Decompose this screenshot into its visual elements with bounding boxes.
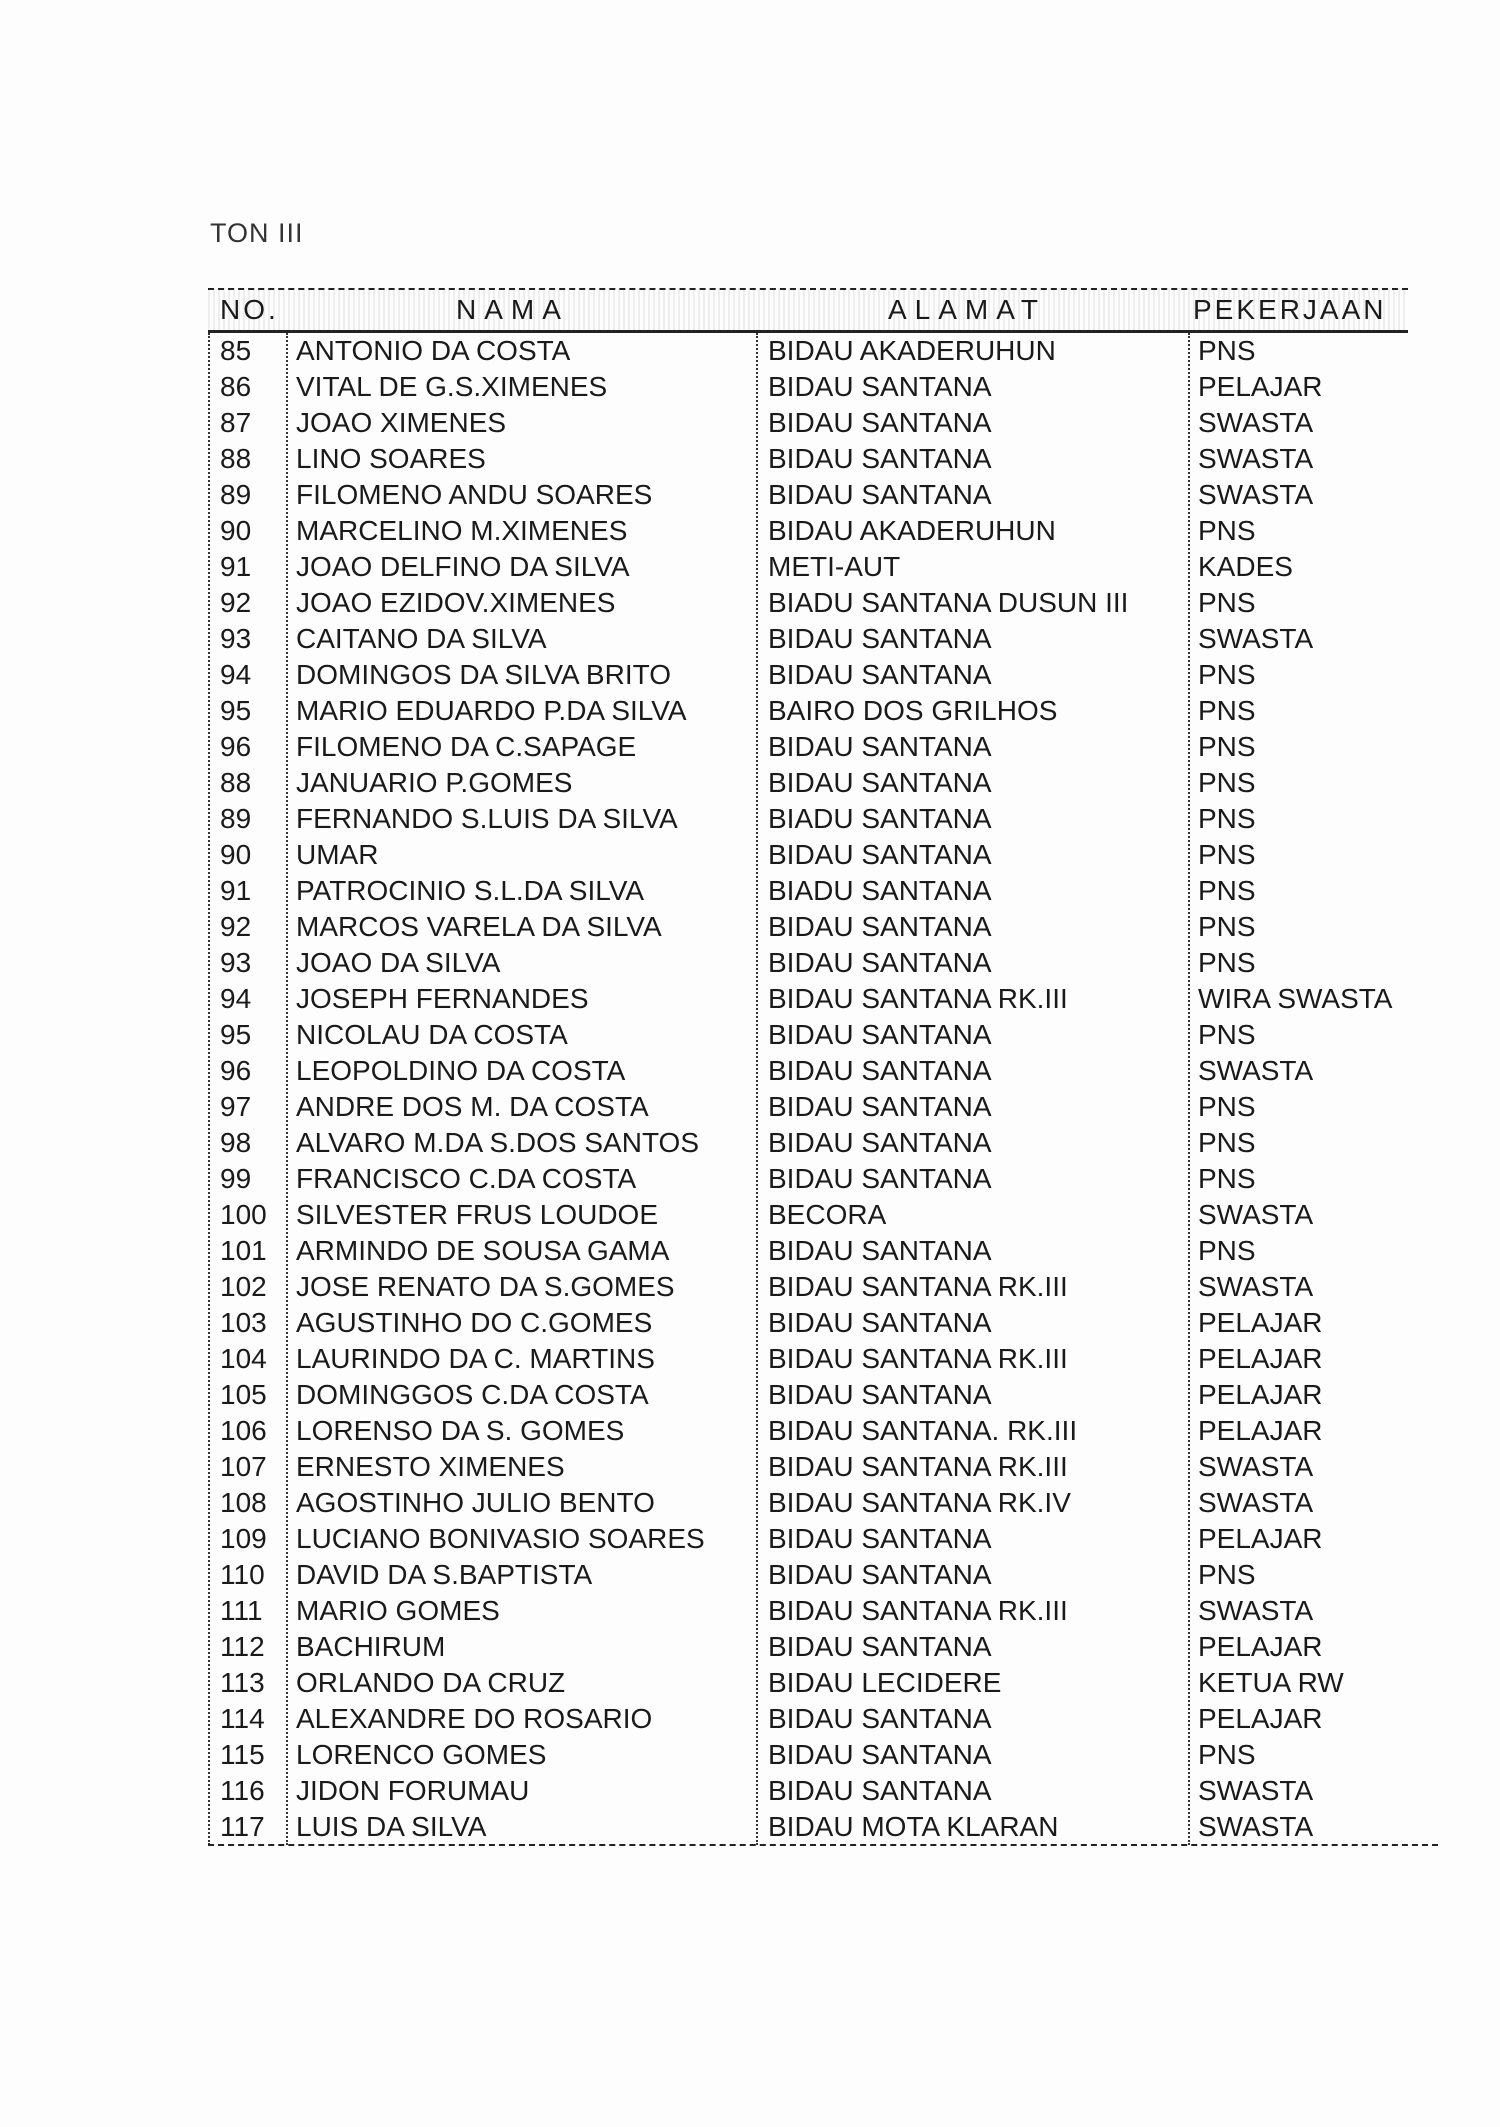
table-row (208, 1737, 1408, 1773)
row-nama: ANTONIO DA COSTA (296, 335, 571, 366)
row-alamat: BIDAU SANTANA (768, 1163, 992, 1194)
row-no: 109 (220, 1523, 267, 1554)
row-alamat: BIDAU SANTANA RK.III (768, 1271, 1068, 1302)
row-pekerjaan: PELAJAR (1198, 1703, 1323, 1734)
row-pekerjaan: PNS (1198, 1739, 1256, 1770)
row-no: 97 (220, 1091, 252, 1122)
row-alamat: BIDAU AKADERUHUN (768, 515, 1056, 546)
row-alamat: BIADU SANTANA DUSUN III (768, 587, 1129, 618)
row-pekerjaan: PELAJAR (1198, 1307, 1323, 1338)
row-no: 114 (220, 1703, 265, 1734)
row-no: 103 (220, 1307, 267, 1338)
row-nama: JOAO EZIDOV.XIMENES (296, 587, 616, 618)
row-no: 106 (220, 1415, 267, 1446)
table-row (208, 585, 1408, 621)
row-alamat: BIDAU LECIDERE (768, 1667, 1002, 1698)
row-no: 96 (220, 731, 252, 762)
row-nama: JOAO DELFINO DA SILVA (296, 551, 630, 582)
row-nama: DOMINGGOS C.DA COSTA (296, 1379, 649, 1410)
table-row (208, 1449, 1408, 1485)
row-pekerjaan: SWASTA (1198, 1595, 1314, 1626)
row-nama: SILVESTER FRUS LOUDOE (296, 1199, 659, 1230)
row-no: 116 (220, 1775, 265, 1806)
table-row (208, 441, 1408, 477)
row-alamat: BAIRO DOS GRILHOS (768, 695, 1058, 726)
residents-table (208, 288, 1408, 1845)
row-nama: AGUSTINHO DO C.GOMES (296, 1307, 653, 1338)
table-row (208, 1089, 1408, 1125)
row-pekerjaan: SWASTA (1198, 623, 1314, 654)
row-pekerjaan: PNS (1198, 587, 1256, 618)
row-nama: DAVID DA S.BAPTISTA (296, 1559, 593, 1590)
row-pekerjaan: PNS (1198, 515, 1256, 546)
row-no: 86 (220, 371, 252, 402)
table-row (208, 477, 1408, 513)
row-nama: LINO SOARES (296, 443, 486, 474)
row-nama: LUIS DA SILVA (296, 1811, 487, 1842)
row-nama: LAURINDO DA C. MARTINS (296, 1343, 655, 1374)
row-pekerjaan: PNS (1198, 1163, 1256, 1194)
row-pekerjaan: PELAJAR (1198, 1523, 1323, 1554)
row-nama: LUCIANO BONIVASIO SOARES (296, 1523, 705, 1554)
row-pekerjaan: PNS (1198, 695, 1256, 726)
row-pekerjaan: PNS (1198, 875, 1256, 906)
row-pekerjaan: SWASTA (1198, 443, 1314, 474)
table-row (208, 1593, 1408, 1629)
row-no: 88 (220, 443, 252, 474)
row-no: 93 (220, 947, 252, 978)
row-no: 104 (220, 1343, 267, 1374)
row-alamat: BIDAU SANTANA (768, 1739, 992, 1770)
row-no: 93 (220, 623, 252, 654)
row-no: 90 (220, 515, 252, 546)
row-alamat: BIDAU SANTANA (768, 1091, 992, 1122)
row-no: 98 (220, 1127, 252, 1158)
table-row (208, 621, 1408, 657)
row-nama: VITAL DE G.S.XIMENES (296, 371, 608, 402)
row-nama: MARCELINO M.XIMENES (296, 515, 628, 546)
row-alamat: BIDAU SANTANA (768, 407, 992, 438)
row-pekerjaan: KETUA RW (1198, 1667, 1344, 1698)
header-nama: NAMA (456, 294, 569, 325)
row-alamat: BIDAU SANTANA (768, 1127, 992, 1158)
row-no: 117 (220, 1811, 265, 1842)
row-no: 101 (220, 1235, 267, 1266)
row-alamat: BIDAU SANTANA (768, 659, 992, 690)
row-alamat: BIDAU SANTANA RK.III (768, 983, 1068, 1014)
row-pekerjaan: PELAJAR (1198, 1631, 1323, 1662)
table-header (208, 288, 1408, 333)
row-pekerjaan: PELAJAR (1198, 1343, 1323, 1374)
header-no: NO. (220, 294, 279, 325)
table-row (208, 1233, 1408, 1269)
row-nama: ORLANDO DA CRUZ (296, 1667, 566, 1698)
row-alamat: BIDAU SANTANA (768, 479, 992, 510)
row-alamat: BIDAU SANTANA (768, 947, 992, 978)
table-row (208, 1629, 1408, 1665)
row-alamat: BIDAU SANTANA (768, 1055, 992, 1086)
row-pekerjaan: KADES (1198, 551, 1293, 582)
table-row (208, 765, 1408, 801)
row-pekerjaan: WIRA SWASTA (1198, 983, 1393, 1014)
table-row (208, 1161, 1408, 1197)
row-nama: MARIO GOMES (296, 1595, 500, 1626)
table-row (208, 1521, 1408, 1557)
row-nama: JOAO DA SILVA (296, 947, 501, 978)
table-row (208, 1341, 1408, 1377)
row-nama: JIDON FORUMAU (296, 1775, 530, 1806)
row-alamat: BIADU SANTANA (768, 803, 992, 834)
row-no: 108 (220, 1487, 267, 1518)
row-nama: DOMINGOS DA SILVA BRITO (296, 659, 671, 690)
row-alamat: BIDAU SANTANA (768, 1523, 992, 1554)
table-row (208, 801, 1408, 837)
row-nama: JANUARIO P.GOMES (296, 767, 573, 798)
table-row (208, 945, 1408, 981)
row-pekerjaan: SWASTA (1198, 407, 1314, 438)
table-row (208, 405, 1408, 441)
header-alamat: ALAMAT (888, 294, 1046, 325)
table-row (208, 1017, 1408, 1053)
row-pekerjaan: PNS (1198, 731, 1256, 762)
table-bottom-border (208, 1844, 1438, 1846)
row-no: 111 (220, 1595, 263, 1626)
row-alamat: BIDAU SANTANA (768, 1019, 992, 1050)
row-nama: MARCOS VARELA DA SILVA (296, 911, 662, 942)
row-pekerjaan: SWASTA (1198, 1199, 1314, 1230)
row-no: 96 (220, 1055, 252, 1086)
row-nama: JOSE RENATO DA S.GOMES (296, 1271, 675, 1302)
table-row (208, 513, 1408, 549)
table-row (208, 981, 1408, 1017)
row-nama: ERNESTO XIMENES (296, 1451, 565, 1482)
row-pekerjaan: PNS (1198, 659, 1256, 690)
table-row (208, 837, 1408, 873)
row-alamat: BIDAU SANTANA (768, 911, 992, 942)
row-alamat: BIDAU SANTANA (768, 623, 992, 654)
table-row (208, 1557, 1408, 1593)
row-no: 113 (220, 1667, 265, 1698)
table-row (208, 1485, 1408, 1521)
row-no: 92 (220, 911, 252, 942)
row-nama: LORENSO DA S. GOMES (296, 1415, 625, 1446)
row-no: 115 (220, 1739, 265, 1770)
row-nama: CAITANO DA SILVA (296, 623, 547, 654)
table-row (208, 909, 1408, 945)
row-nama: JOSEPH FERNANDES (296, 983, 589, 1014)
row-no: 94 (220, 983, 252, 1014)
table-row (208, 693, 1408, 729)
row-pekerjaan: SWASTA (1198, 1271, 1314, 1302)
row-nama: AGOSTINHO JULIO BENTO (296, 1487, 655, 1518)
row-pekerjaan: SWASTA (1198, 1055, 1314, 1086)
row-no: 100 (220, 1199, 267, 1230)
table-row (208, 1305, 1408, 1341)
table-body (208, 333, 1408, 1845)
header-pekerjaan: PEKERJAAN (1193, 294, 1387, 325)
row-pekerjaan: SWASTA (1198, 1487, 1314, 1518)
row-no: 105 (220, 1379, 267, 1410)
row-nama: NICOLAU DA COSTA (296, 1019, 568, 1050)
row-pekerjaan: PNS (1198, 767, 1256, 798)
table-row (208, 369, 1408, 405)
row-pekerjaan: PNS (1198, 839, 1256, 870)
row-no: 91 (220, 551, 252, 582)
row-alamat: BIDAU SANTANA (768, 1703, 992, 1734)
row-nama: PATROCINIO S.L.DA SILVA (296, 875, 645, 906)
row-no: 88 (220, 767, 252, 798)
top-label: TON III (210, 218, 304, 248)
row-alamat: BIDAU SANTANA (768, 1775, 992, 1806)
row-pekerjaan: SWASTA (1198, 1811, 1314, 1842)
row-pekerjaan: SWASTA (1198, 1451, 1314, 1482)
row-pekerjaan: PNS (1198, 1235, 1256, 1266)
row-nama: BACHIRUM (296, 1631, 446, 1662)
row-no: 95 (220, 1019, 252, 1050)
row-alamat: BIDAU AKADERUHUN (768, 335, 1056, 366)
row-pekerjaan: PNS (1198, 1127, 1256, 1158)
row-nama: ALVARO M.DA S.DOS SANTOS (296, 1127, 699, 1158)
row-nama: FRANCISCO C.DA COSTA (296, 1163, 637, 1194)
row-alamat: BIDAU SANTANA (768, 1631, 992, 1662)
row-pekerjaan: PNS (1198, 335, 1256, 366)
row-pekerjaan: PNS (1198, 1559, 1256, 1590)
table-row (208, 1125, 1408, 1161)
table-row (208, 1809, 1408, 1845)
row-no: 112 (220, 1631, 265, 1662)
row-alamat: BIDAU SANTANA (768, 371, 992, 402)
row-nama: ALEXANDRE DO ROSARIO (296, 1703, 653, 1734)
row-alamat: BIDAU MOTA KLARAN (768, 1811, 1059, 1842)
row-nama: LORENCO GOMES (296, 1739, 547, 1770)
row-alamat: BIDAU SANTANA (768, 767, 992, 798)
table-row (208, 1773, 1408, 1809)
row-alamat: BIADU SANTANA (768, 875, 992, 906)
row-pekerjaan: PNS (1198, 803, 1256, 834)
row-alamat: BECORA (768, 1199, 887, 1230)
table-row (208, 1413, 1408, 1449)
table-row (208, 549, 1408, 585)
table-row (208, 1701, 1408, 1737)
row-pekerjaan: PELAJAR (1198, 371, 1323, 402)
row-pekerjaan: PNS (1198, 947, 1256, 978)
row-alamat: BIDAU SANTANA RK.III (768, 1595, 1068, 1626)
row-alamat: BIDAU SANTANA RK.III (768, 1451, 1068, 1482)
row-nama: MARIO EDUARDO P.DA SILVA (296, 695, 687, 726)
row-no: 91 (220, 875, 252, 906)
table-row (208, 1269, 1408, 1305)
row-pekerjaan: PNS (1198, 1019, 1256, 1050)
table-row (208, 1377, 1408, 1413)
row-nama: JOAO XIMENES (296, 407, 507, 438)
table-row (208, 1197, 1408, 1233)
row-nama: UMAR (296, 839, 379, 870)
row-alamat: BIDAU SANTANA (768, 1559, 992, 1590)
table-row (208, 1053, 1408, 1089)
row-no: 107 (220, 1451, 267, 1482)
table-row (208, 333, 1408, 369)
row-nama: LEOPOLDINO DA COSTA (296, 1055, 626, 1086)
row-no: 92 (220, 587, 252, 618)
table-row (208, 657, 1408, 693)
table-row (208, 1665, 1408, 1701)
row-alamat: BIDAU SANTANA (768, 1379, 992, 1410)
row-alamat: BIDAU SANTANA (768, 443, 992, 474)
row-alamat: BIDAU SANTANA. RK.III (768, 1415, 1078, 1446)
row-pekerjaan: PELAJAR (1198, 1415, 1323, 1446)
row-alamat: BIDAU SANTANA RK.IV (768, 1487, 1071, 1518)
row-alamat: METI-AUT (768, 551, 901, 582)
row-nama: FILOMENO ANDU SOARES (296, 479, 653, 510)
row-nama: ARMINDO DE SOUSA GAMA (296, 1235, 670, 1266)
row-pekerjaan: PELAJAR (1198, 1379, 1323, 1410)
row-no: 95 (220, 695, 252, 726)
row-nama: ANDRE DOS M. DA COSTA (296, 1091, 649, 1122)
row-alamat: BIDAU SANTANA (768, 731, 992, 762)
row-pekerjaan: SWASTA (1198, 1775, 1314, 1806)
row-no: 85 (220, 335, 252, 366)
table-row (208, 873, 1408, 909)
row-no: 110 (220, 1559, 265, 1590)
row-no: 89 (220, 479, 252, 510)
row-no: 89 (220, 803, 252, 834)
row-no: 94 (220, 659, 252, 690)
row-alamat: BIDAU SANTANA (768, 1307, 992, 1338)
row-no: 102 (220, 1271, 267, 1302)
table-row (208, 729, 1408, 765)
row-pekerjaan: PNS (1198, 911, 1256, 942)
row-pekerjaan: PNS (1198, 1091, 1256, 1122)
row-alamat: BIDAU SANTANA (768, 1235, 992, 1266)
row-alamat: BIDAU SANTANA RK.III (768, 1343, 1068, 1374)
row-pekerjaan: SWASTA (1198, 479, 1314, 510)
row-alamat: BIDAU SANTANA (768, 839, 992, 870)
row-nama: FERNANDO S.LUIS DA SILVA (296, 803, 678, 834)
row-no: 90 (220, 839, 252, 870)
row-no: 87 (220, 407, 252, 438)
row-nama: FILOMENO DA C.SAPAGE (296, 731, 637, 762)
row-no: 99 (220, 1163, 252, 1194)
